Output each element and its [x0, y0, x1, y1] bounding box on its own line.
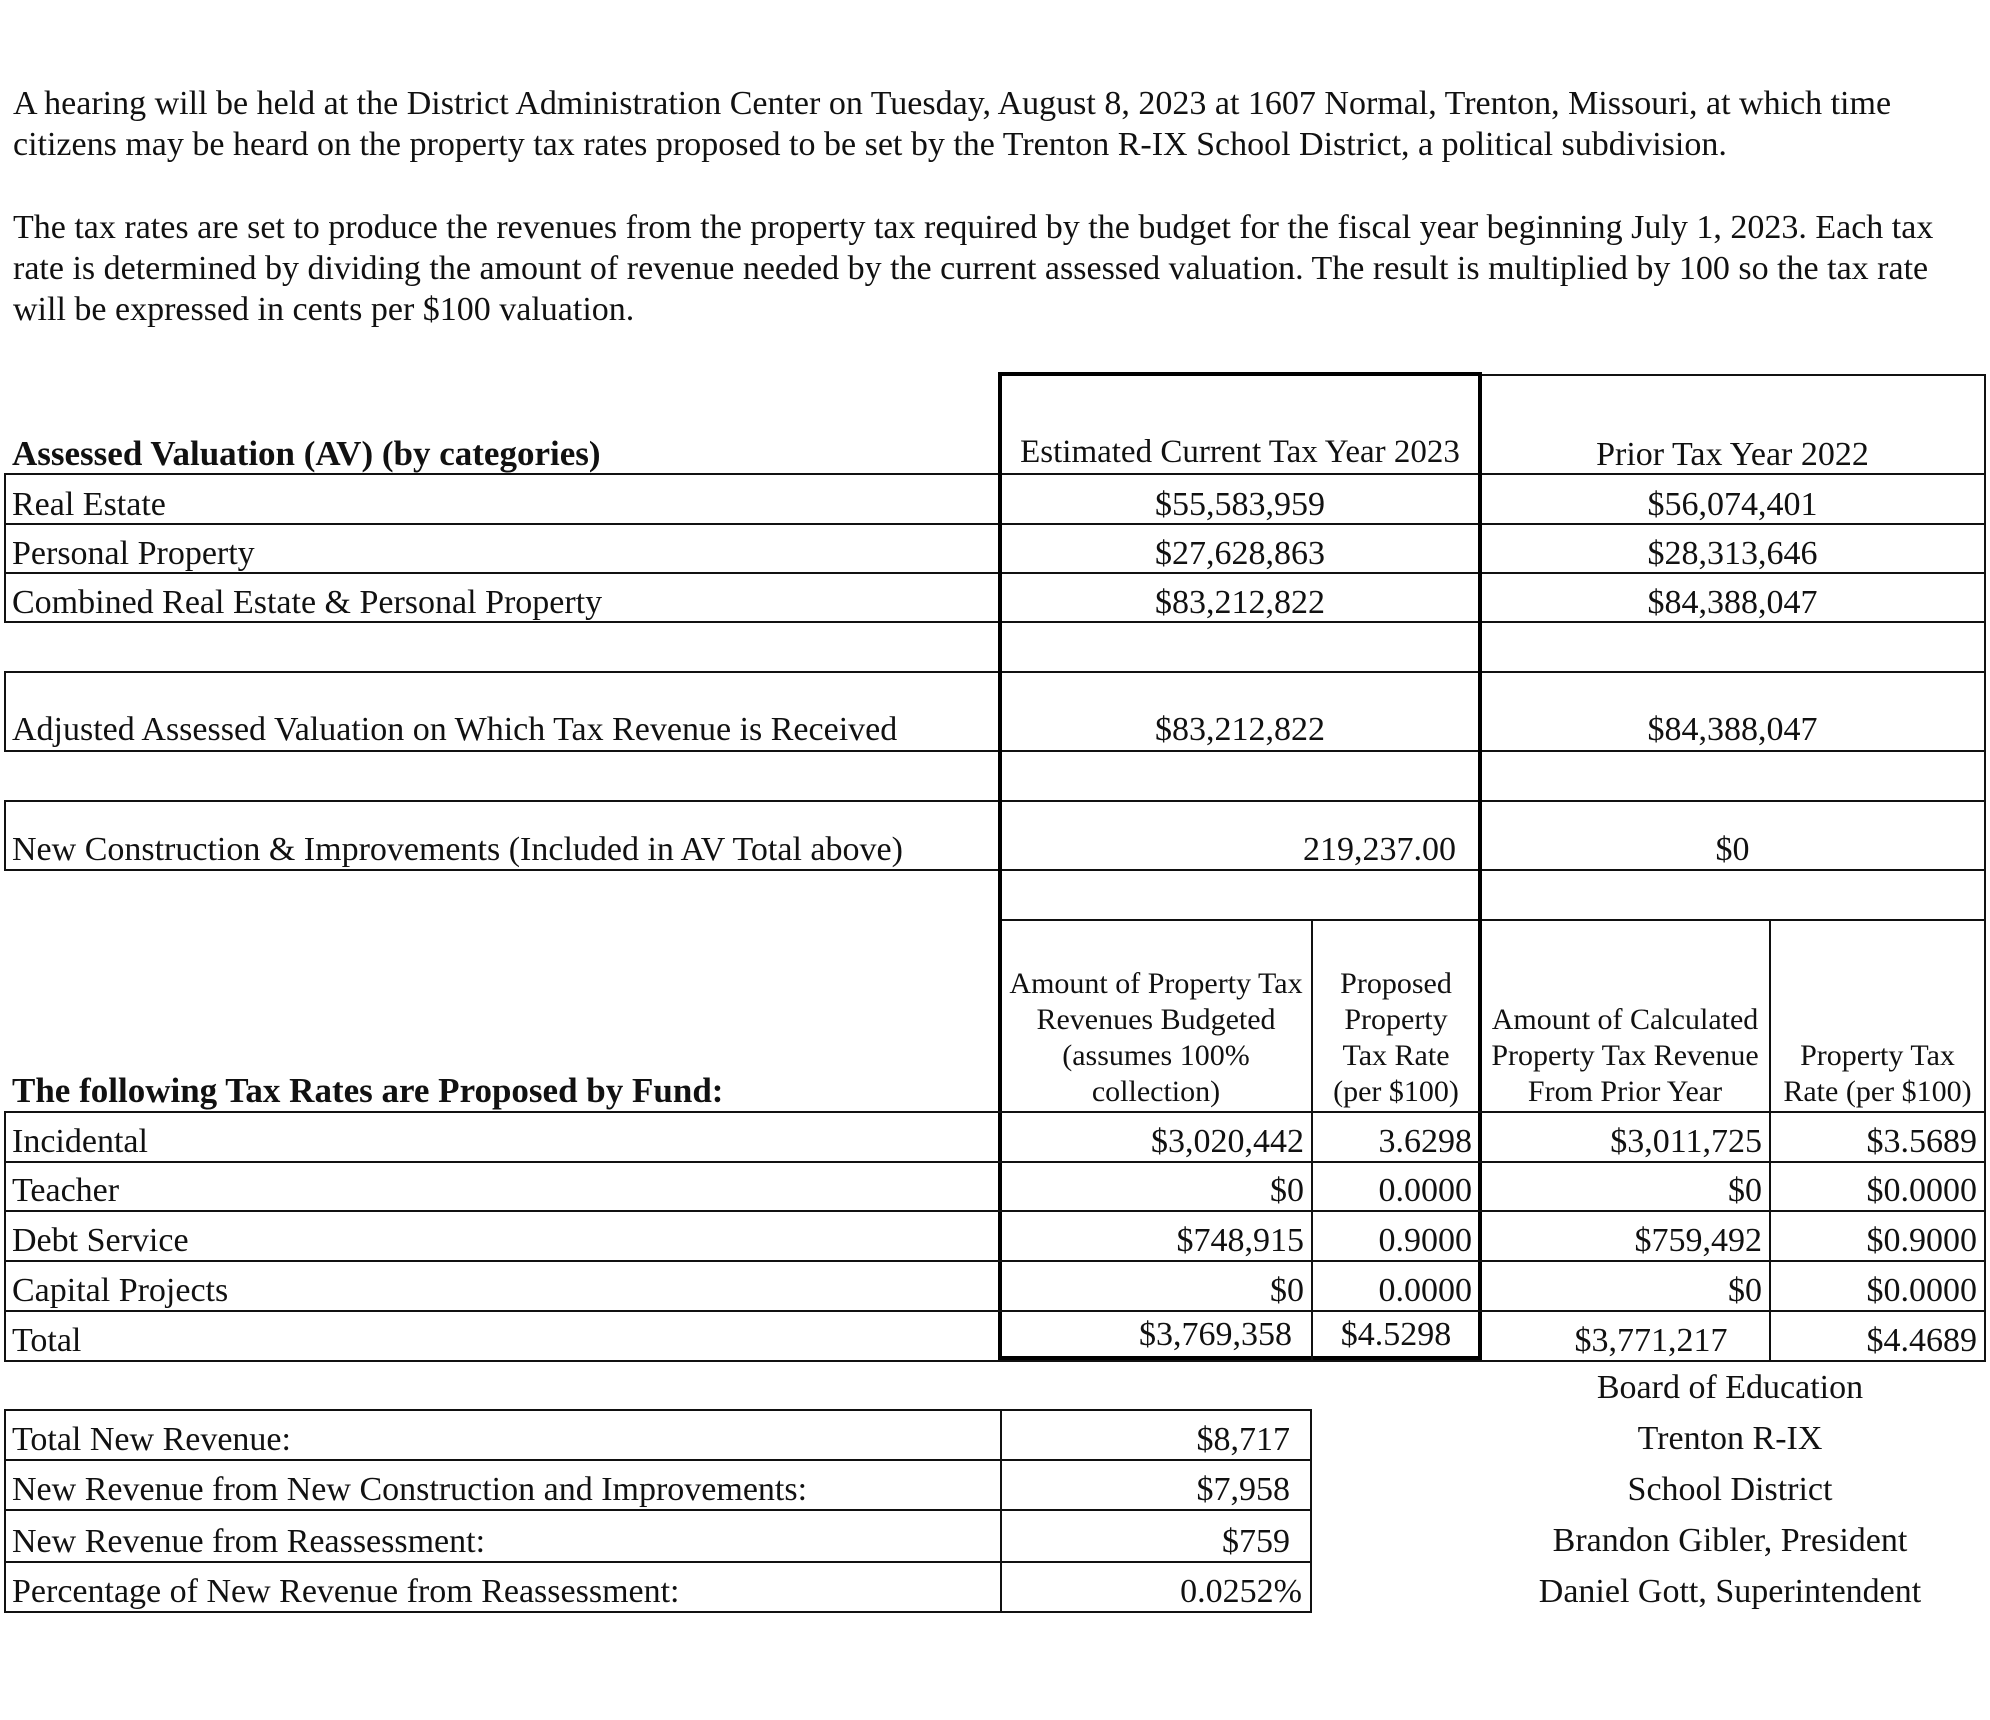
new-construction-label: New Construction & Improvements (Included in AV Total above): [12, 830, 903, 868]
summary-value: 0.0252%: [1180, 1572, 1302, 1610]
fund-revenue: $0: [1270, 1271, 1304, 1309]
summary-label: New Revenue from Reassessment:: [12, 1522, 486, 1560]
hearing-notice-paragraph: A hearing will be held at the District Administration Center on Tuesday, August 8, 2023 at 1607 Normal, Trenton, Missouri, at which time citizens may be heard on the property tax rates proposed to be set by the Trenton R-IX School District, a political subdivision.: [13, 85, 1892, 163]
fund-label: Teacher: [12, 1171, 120, 1209]
av-col-current-header: Estimated Current Tax Year 2023: [1020, 434, 1460, 470]
summary-value: $759: [1222, 1522, 1290, 1560]
av-row-prior: $28,313,646: [1647, 534, 1818, 572]
fund-prior-rate: $0.0000: [1866, 1171, 1977, 1209]
rates-header-label: The following Tax Rates are Proposed by Fund:: [12, 1070, 724, 1110]
rates-col-rate-header: Proposed Property Tax Rate (per $100): [1333, 967, 1459, 1108]
summary-label: Percentage of New Revenue from Reassessment:: [12, 1572, 680, 1610]
fund-prior-revenue: $0: [1728, 1271, 1762, 1309]
fund-rate: 0.0000: [1378, 1171, 1472, 1209]
tax-rate-explanation-paragraph: The tax rates are set to produce the revenues from the property tax required by the budget for the fiscal year beginning July 1, 2023. Each tax rate is determined by dividing the amount of revenue needed by the current assessed valuation. The result is multiplied by 100 so the tax rate will be expressed in cents per $100 valuation.: [13, 209, 1934, 328]
fund-label: Capital Projects: [12, 1271, 229, 1309]
fund-total-rate: $4.5298: [1340, 1315, 1452, 1353]
fund-revenue: $748,915: [1176, 1221, 1304, 1259]
fund-total-revenue: $3,769,358: [1139, 1315, 1292, 1353]
signature-board: Board of Education: [1596, 1369, 1864, 1406]
fund-prior-rate: $0.9000: [1866, 1221, 1977, 1259]
adjusted-av-current: $83,212,822: [1155, 710, 1325, 748]
av-row-prior: $56,074,401: [1647, 485, 1818, 523]
new-construction-prior: $0: [1715, 830, 1750, 868]
fund-label: Incidental: [12, 1122, 148, 1160]
fund-prior-revenue: $0: [1728, 1171, 1762, 1209]
rates-col-prior-revenue-header: Amount of Calculated Property Tax Revenue From Prior Year: [1491, 1003, 1759, 1108]
signature-district-name: Trenton R-IX: [1637, 1420, 1823, 1457]
fund-label: Debt Service: [12, 1221, 189, 1259]
av-row-current: $83,212,822: [1155, 583, 1325, 621]
fund-total-prior-rate: $4.4689: [1866, 1321, 1977, 1359]
fund-total-label: Total: [12, 1321, 82, 1359]
av-row-label: Combined Real Estate & Personal Property: [12, 583, 603, 621]
av-row-prior: $84,388,047: [1647, 583, 1818, 621]
adjusted-av-label: Adjusted Assessed Valuation on Which Tax Revenue is Received: [12, 710, 898, 748]
av-row-label: Real Estate: [12, 485, 166, 523]
av-header-label: Assessed Valuation (AV) (by categories): [12, 433, 601, 473]
fund-revenue: $3,020,442: [1151, 1122, 1304, 1160]
summary-value: $8,717: [1196, 1420, 1290, 1458]
fund-rate: 3.6298: [1378, 1122, 1472, 1160]
rates-col-revenue-header: Amount of Property Tax Revenues Budgeted (assumes 100% collection): [1009, 967, 1303, 1108]
rates-col-prior-rate-header: Property Tax Rate (per $100): [1783, 1039, 1972, 1108]
signature-superintendent: Daniel Gott, Superintendent: [1538, 1573, 1922, 1610]
av-row-current: $55,583,959: [1155, 485, 1325, 523]
av-row-label: Personal Property: [12, 534, 255, 572]
fund-prior-rate: $3.5689: [1866, 1122, 1977, 1160]
summary-value: $7,958: [1196, 1470, 1290, 1508]
av-col-prior-header: Prior Tax Year 2022: [1596, 435, 1869, 473]
summary-label: Total New Revenue:: [12, 1420, 291, 1458]
av-row-current: $27,628,863: [1155, 534, 1325, 572]
fund-prior-rate: $0.0000: [1866, 1271, 1977, 1309]
signature-president: Brandon Gibler, President: [1552, 1522, 1908, 1559]
fund-revenue: $0: [1270, 1171, 1304, 1209]
fund-prior-revenue: $759,492: [1634, 1221, 1762, 1259]
adjusted-av-prior: $84,388,047: [1647, 710, 1818, 748]
summary-label: New Revenue from New Construction and Improvements:: [12, 1470, 808, 1508]
fund-rate: 0.0000: [1378, 1271, 1472, 1309]
fund-rate: 0.9000: [1378, 1221, 1472, 1259]
signature-district: School District: [1627, 1471, 1833, 1508]
fund-total-prior-revenue: $3,771,217: [1574, 1321, 1728, 1359]
new-construction-current: 219,237.00: [1303, 830, 1456, 868]
fund-prior-revenue: $3,011,725: [1610, 1122, 1762, 1160]
